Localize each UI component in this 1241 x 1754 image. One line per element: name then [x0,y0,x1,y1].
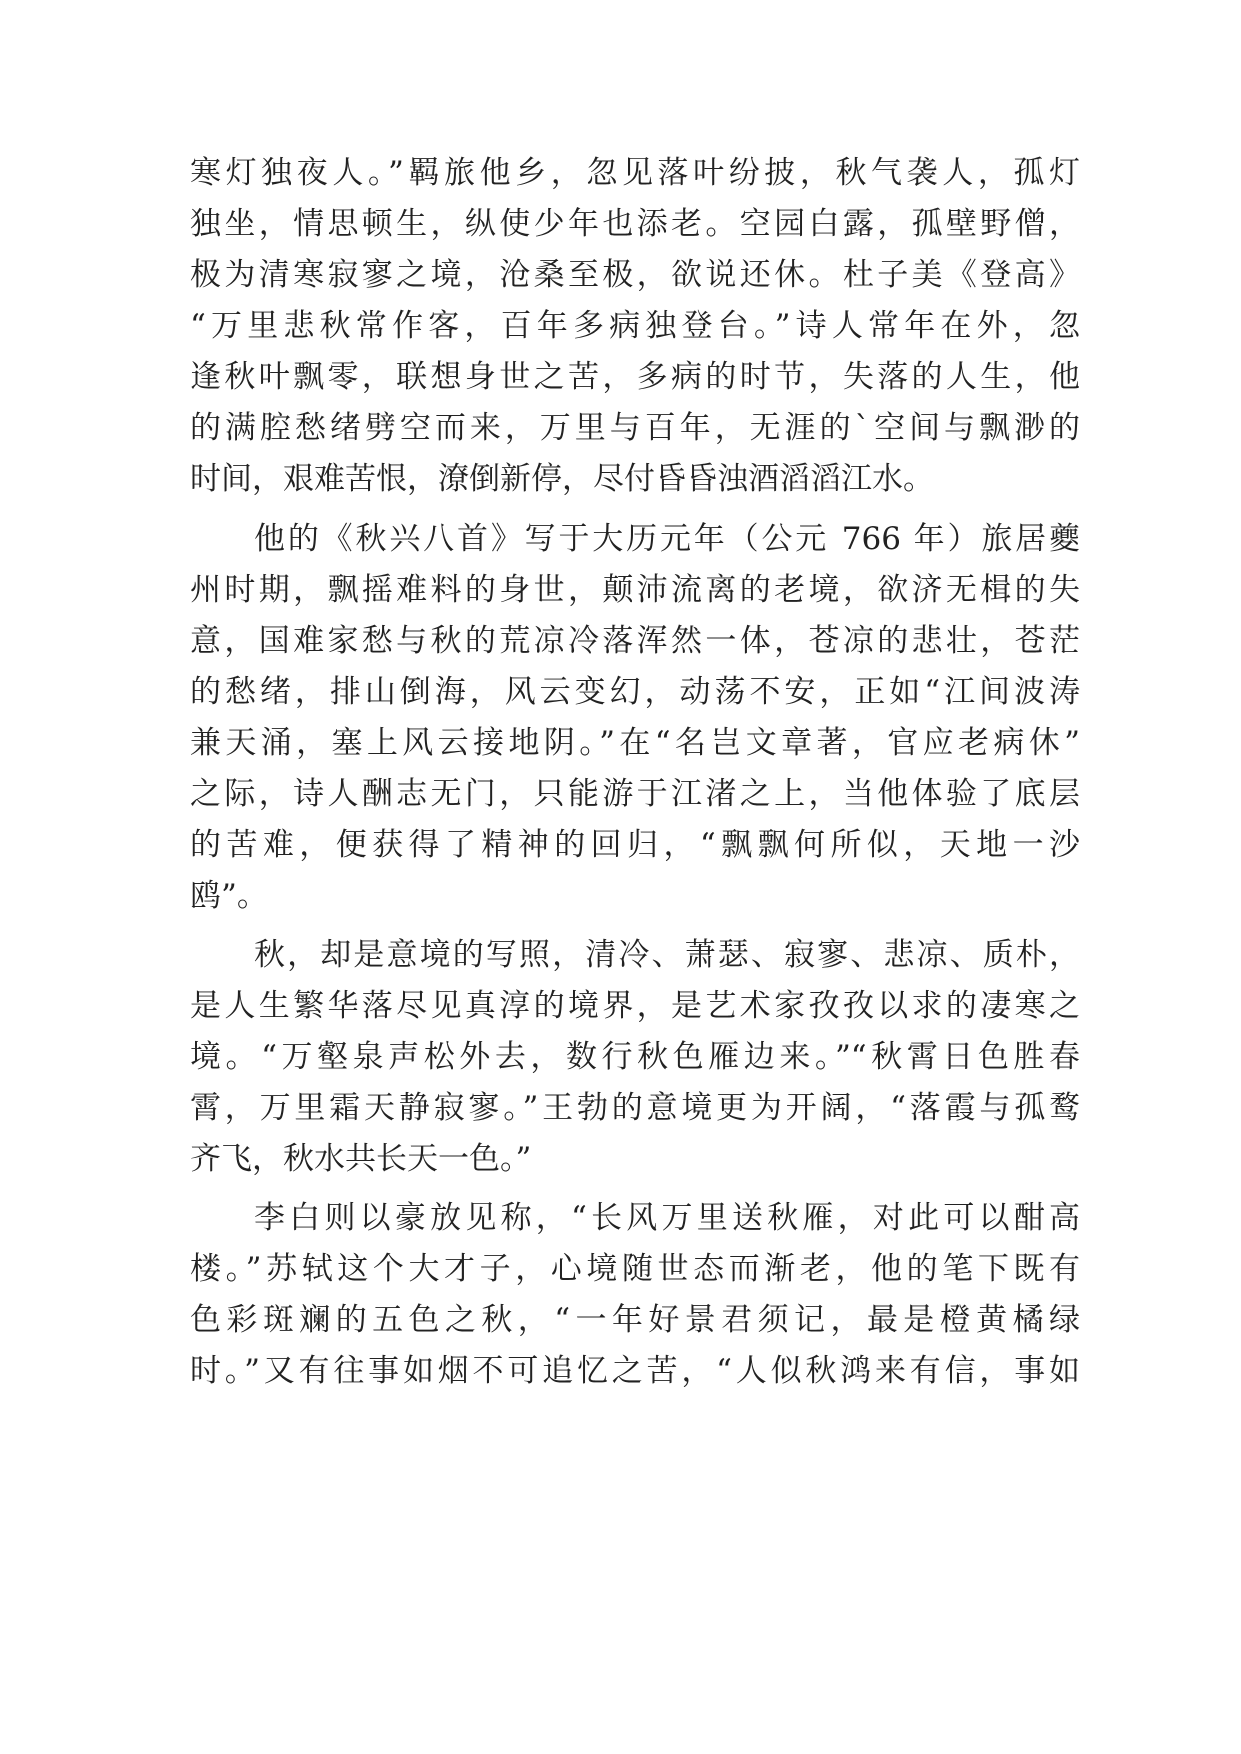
text-line: 时。”又有往事如烟不可追忆之苦，“人似秋鸿来有信，事如 [190,1353,1080,1389]
text-line: 逢秋叶飘零，联想身世之苦，多病的时节，失落的人生，他 [190,359,1080,395]
text-line: 兼天涌，塞上风云接地阴。”在“名岂文章著，官应老病休” [190,725,1080,761]
paragraph-first-line: 秋，却是意境的写照，清冷、萧瑟、寂寥、悲凉、质朴， [254,937,1080,973]
text-line: 是人生繁华落尽见真淳的境界，是艺术家孜孜以求的凄寒之 [190,988,1080,1024]
text-line: 色彩斑斓的五色之秋，“一年好景君须记，最是橙黄橘绿 [190,1302,1080,1338]
text-line: 霄，万里霜天静寂寥。”王勃的意境更为开阔，“落霞与孤鹜 [190,1090,1080,1126]
text-line: 寒灯独夜人。”羁旅他乡，忽见落叶纷披，秋气袭人，孤灯 [190,155,1080,191]
text-line: 意，国难家愁与秋的荒凉冷落浑然一体，苍凉的悲壮，苍茫 [190,623,1080,659]
text-line: 州时期，飘摇难料的身世，颠沛流离的老境，欲济无楫的失 [190,572,1080,608]
text-line: 之际，诗人酬志无门，只能游于江渚之上，当他体验了底层 [190,776,1080,812]
text-line: 时间，艰难苦恨，潦倒新停，尽付昏昏浊酒滔滔江水。 [190,461,934,497]
text-line: 的愁绪，排山倒海，风云变幻，动荡不安，正如“江间波涛 [190,674,1080,710]
text-line: 楼。”苏轼这个大才子，心境随世态而渐老，他的笔下既有 [190,1251,1080,1287]
text-line: 极为清寒寂寥之境，沧桑至极，欲说还休。杜子美《登高》 [190,257,1080,293]
text-line: 独坐，情思顿生，纵使少年也添老。空园白露，孤壁野僧， [190,206,1080,242]
text-line: “万里悲秋常作客，百年多病独登台。”诗人常年在外，忽 [190,308,1080,344]
text-line: 的满腔愁绪劈空而来，万里与百年，无涯的`空间与飘渺的 [190,410,1080,446]
paragraph-first-line: 李白则以豪放见称，“长风万里送秋雁，对此可以酣高 [254,1200,1080,1236]
paragraph-first-line: 他的《秋兴八首》写于大历元年（公元 766 年）旅居夔 [254,521,1080,557]
text-line: 齐飞，秋水共长天一色。” [190,1141,532,1177]
text-line: 的苦难，便获得了精神的回归，“飘飘何所似，天地一沙 [190,827,1080,863]
text-line: 鸥”。 [190,878,268,914]
text-line: 境。“万壑泉声松外去，数行秋色雁边来。”“秋霄日色胜春 [190,1039,1080,1075]
